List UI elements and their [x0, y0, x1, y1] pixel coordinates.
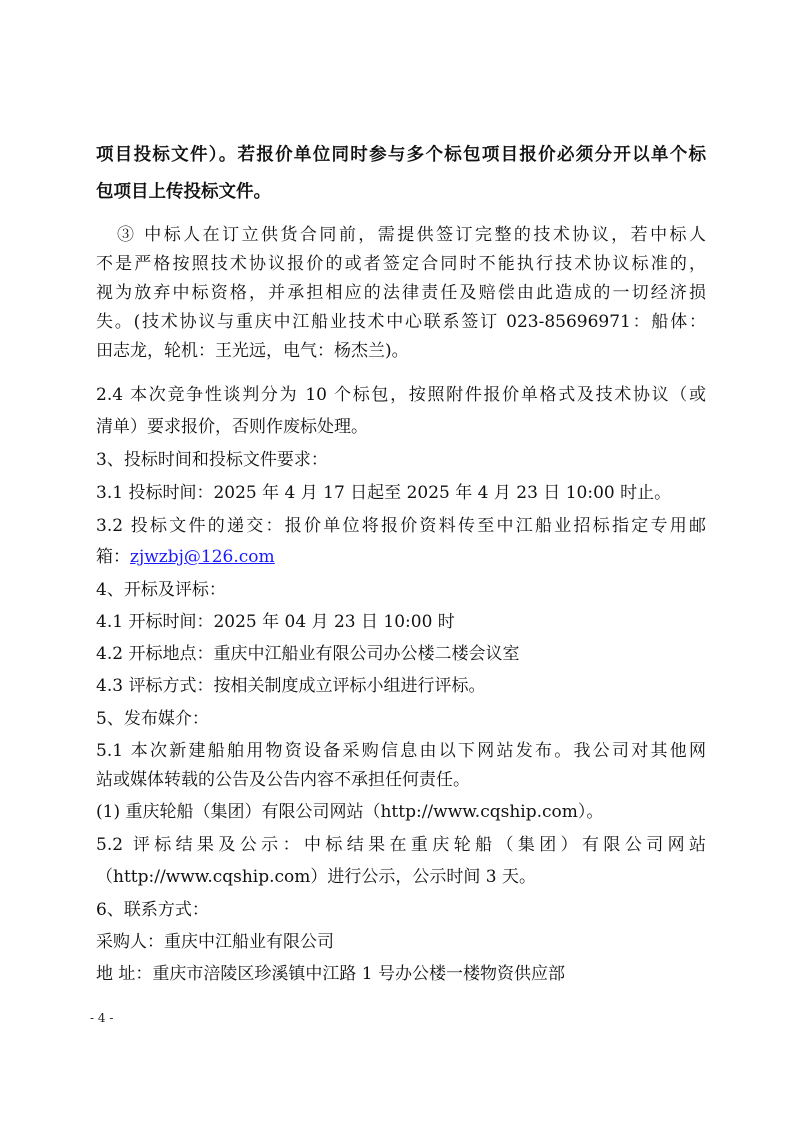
- text-line: 田志龙，轮机：王光远，电气：杨杰兰)。: [96, 341, 409, 361]
- text-line: 失。(技术协议与重庆中江船业技术中心联系签订 023-85696971：船体：: [96, 312, 706, 332]
- text-line: 包项目上传投标文件。: [96, 182, 271, 202]
- email-link[interactable]: zjwzbj@126.com: [130, 547, 275, 567]
- text-line: 4.1 开标时间：2025 年 04 月 23 日 10:00 时: [96, 612, 455, 632]
- text-line: 4.2 开标地点：重庆中江船业有限公司办公楼二楼会议室: [96, 644, 520, 664]
- text-line: 5.1 本次新建船舶用物资设备采购信息由以下网站发布。我公司对其他网: [96, 741, 706, 761]
- section-heading: 6、联系方式：: [96, 900, 209, 920]
- text-line: 采购人：重庆中江船业有限公司: [96, 932, 334, 952]
- text-line: (1) 重庆轮船（集团）有限公司网站（http://www.cqship.com）。: [96, 802, 604, 822]
- email-label: 箱：: [96, 547, 130, 567]
- text-line: [96, 545, 706, 569]
- section-heading: 5、发布媒介：: [96, 709, 209, 729]
- text-line: 2.4 本次竞争性谈判分为 10 个标包，按照附件报价单格式及技术协议（或: [96, 385, 706, 405]
- text-line: 清单）要求报价，否则作废标处理。: [96, 417, 368, 437]
- text-line: 站或媒体转载的公告及公告内容不承担任何责任。: [96, 770, 470, 790]
- text-line: ③ 中标人在订立供货合同前，需提供签订完整的技术协议，若中标人: [117, 225, 706, 245]
- text-line: 4.3 评标方式：按相关制度成立评标小组进行评标。: [96, 676, 486, 696]
- text-line: 项目投标文件）。若报价单位同时参与多个标包项目报价必须分开以单个标: [96, 145, 706, 165]
- section-heading: 4、开标及评标：: [96, 580, 226, 600]
- text-line: 3.2 投标文件的递交：报价单位将报价资料传至中江船业招标指定专用邮: [96, 516, 706, 536]
- text-line: 视为放弃中标资格，并承担相应的法律责任及赔偿由此造成的一切经济损: [96, 283, 706, 303]
- text-line: （http://www.cqship.com）进行公示，公示时间 3 天。: [96, 867, 537, 887]
- text-line: 不是严格按照技术协议报价的或者签定合同时不能执行技术协议标准的，: [96, 254, 706, 274]
- section-heading: 3、投标时间和投标文件要求：: [96, 450, 328, 470]
- page-number: - 4 -: [90, 1011, 114, 1025]
- text-line: 5.2 评标结果及公示：中标结果在重庆轮船（集团）有限公司网站: [96, 835, 706, 855]
- text-line: 地 址：重庆市涪陵区珍溪镇中江路 1 号办公楼一楼物资供应部: [96, 964, 566, 984]
- text-line: 3.1 投标时间：2025 年 4 月 17 日起至 2025 年 4 月 23 日 10:00 时止。: [96, 483, 672, 503]
